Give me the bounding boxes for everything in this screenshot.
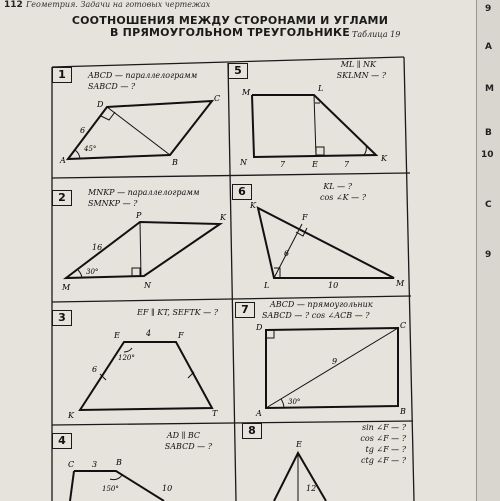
- segment-LF-label: 6: [284, 249, 290, 258]
- book-title: Геометрия. Задачи на готовых чертежах: [26, 0, 211, 9]
- segment-LM-label: 10: [328, 281, 339, 290]
- problem-condition: AD ∥ BC: [166, 431, 200, 440]
- trapezoid-figure: [52, 302, 232, 425]
- label-M: M: [396, 279, 405, 288]
- label-M: M: [242, 88, 251, 97]
- problem-question: SKLMN — ?: [336, 71, 386, 80]
- problem-number: 5: [228, 63, 248, 79]
- triangle-figure: [230, 174, 410, 296]
- label-E: E: [296, 440, 302, 449]
- label-C: C: [214, 94, 221, 103]
- question-ctg: ctg ∠F — ?: [361, 456, 406, 465]
- label-A: A: [256, 409, 262, 418]
- strip-letter: B: [485, 128, 492, 138]
- label-B: B: [400, 407, 406, 416]
- label-T: T: [212, 409, 218, 418]
- label-K: K: [381, 154, 387, 163]
- angle-label: 45°: [84, 145, 97, 153]
- label-P: P: [136, 211, 142, 220]
- problem-question: cos ∠K — ?: [320, 193, 366, 202]
- angle-label: 30°: [86, 268, 99, 276]
- side-label: 6: [80, 126, 86, 135]
- label-F: F: [302, 213, 308, 222]
- base-EF-label: 4: [146, 329, 152, 338]
- strip-letter: A: [485, 42, 492, 52]
- label-N: N: [240, 158, 247, 167]
- problem-4: [52, 425, 234, 501]
- label-B: B: [172, 158, 178, 167]
- problem-number: 3: [52, 310, 72, 326]
- height-label: 12: [306, 484, 317, 493]
- problem-2: [52, 178, 230, 302]
- strip-letter: M: [485, 84, 494, 94]
- label-L: L: [318, 84, 324, 93]
- label-K: K: [220, 213, 226, 222]
- problem-condition: ML ∥ NK: [340, 60, 376, 69]
- problem-number: 1: [52, 67, 72, 83]
- label-D: D: [256, 323, 263, 332]
- diagonal-label: 9: [332, 357, 338, 366]
- problem-question: SABCD — ? cos ∠ACB — ?: [262, 311, 370, 320]
- problem-number: 4: [52, 433, 72, 449]
- triangle-figure: [234, 421, 414, 501]
- problem-6: [230, 174, 410, 296]
- strip-number: 10: [481, 150, 494, 160]
- problem-condition: MNKP — параллелограмм: [88, 188, 200, 197]
- problem-question: SABCD — ?: [88, 82, 136, 91]
- problem-3: [52, 302, 232, 425]
- label-K: K: [250, 201, 256, 210]
- parallelogram-figure: [52, 67, 228, 178]
- trapezoid-figure: [228, 63, 406, 174]
- segment-NE-label: 7: [280, 160, 286, 169]
- parallelogram-figure: [52, 178, 230, 302]
- problem-condition: ABCD — прямоугольник: [270, 300, 373, 309]
- rectangle-figure: [232, 296, 412, 421]
- trapezoid-figure: [52, 425, 234, 501]
- angle-label: 30°: [288, 398, 301, 406]
- label-C: C: [400, 321, 407, 330]
- label-L: L: [264, 281, 270, 290]
- label-N: N: [144, 281, 151, 290]
- question-cos: cos ∠F — ?: [360, 434, 406, 443]
- problem-number: 6: [232, 184, 252, 200]
- strip-letter: C: [485, 200, 492, 210]
- question-sin: sin ∠F — ?: [362, 423, 406, 432]
- label-D: D: [97, 100, 104, 109]
- problem-5: [228, 60, 406, 174]
- problem-question: SABCD — ?: [164, 442, 212, 451]
- side-label: 10: [162, 484, 173, 493]
- problem-8: [234, 421, 414, 501]
- segment-EK-label: 7: [344, 160, 350, 169]
- problem-condition: EF ∥ KT, SEFTK — ?: [137, 308, 218, 317]
- strip-number: 9: [485, 250, 492, 260]
- title-line-2: В ПРЯМОУГОЛЬНОМ ТРЕУГОЛЬНИКЕ: [110, 26, 350, 39]
- angle-label: 120°: [118, 354, 135, 362]
- label-E: E: [114, 331, 120, 340]
- label-A: A: [60, 156, 66, 165]
- problem-condition: ABCD — параллелограмм: [88, 71, 198, 80]
- problem-number: 7: [235, 302, 255, 318]
- label-F: F: [178, 331, 184, 340]
- label-M: M: [62, 283, 71, 292]
- title-line-1: СООТНОШЕНИЯ МЕЖДУ СТОРОНАМИ И УГЛАМИ: [71, 14, 389, 27]
- page-number: 112: [4, 0, 23, 10]
- label-B: B: [116, 458, 122, 467]
- strip-number: 9: [485, 4, 492, 14]
- question-tg: tg ∠F — ?: [365, 445, 406, 454]
- angle-label: 150°: [102, 485, 119, 493]
- label-E: E: [312, 160, 318, 169]
- problem-condition: KL — ?: [323, 182, 352, 191]
- label-C: C: [68, 460, 75, 469]
- table-label: Таблица 19: [352, 30, 401, 39]
- label-K: K: [68, 411, 74, 420]
- problem-question: SMNKP — ?: [88, 199, 138, 208]
- base-CB-label: 3: [92, 460, 98, 469]
- problem-number: 8: [242, 423, 262, 439]
- side-EK-label: 6: [92, 365, 98, 374]
- next-page-edge: [476, 0, 500, 501]
- problem-1: [52, 67, 228, 178]
- problem-number: 2: [52, 190, 72, 206]
- problem-7: [232, 296, 412, 421]
- side-label: 16: [92, 243, 103, 252]
